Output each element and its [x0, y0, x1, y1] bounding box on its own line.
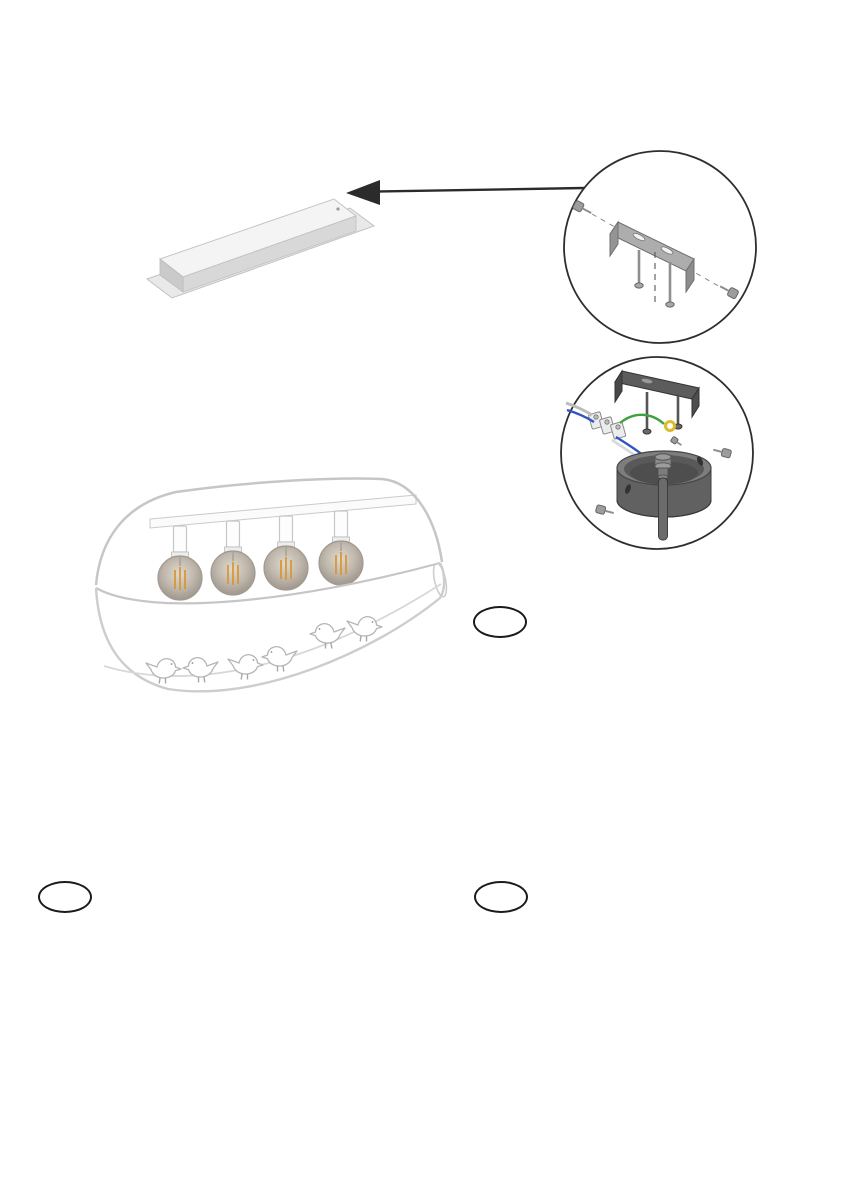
bulb-2	[211, 521, 255, 595]
ru-section-header	[473, 606, 556, 638]
bird-1	[146, 659, 181, 684]
bulb-3	[264, 516, 308, 590]
arrowhead	[346, 180, 380, 205]
bulb-4	[319, 511, 363, 585]
kz-section-header	[474, 881, 557, 913]
wire-cage	[96, 479, 449, 692]
mounting-bracket-detail	[564, 151, 756, 343]
bird-5	[310, 624, 345, 649]
bird-3	[228, 655, 263, 680]
ru-language-badge	[473, 606, 527, 638]
uk-language-badge	[38, 881, 92, 913]
uk-section-header	[38, 881, 121, 913]
bird-4	[262, 647, 297, 672]
bulb-1	[158, 526, 202, 600]
detail-arrow	[346, 180, 584, 205]
ceiling-canopy	[147, 199, 374, 298]
bird-2	[183, 658, 218, 683]
pendant-lamp-illustration	[96, 199, 449, 691]
kz-language-badge	[474, 881, 528, 913]
ceiling-cup-detail	[561, 357, 753, 549]
hoop-end-ring	[431, 562, 449, 598]
pendant-cable	[659, 478, 668, 540]
